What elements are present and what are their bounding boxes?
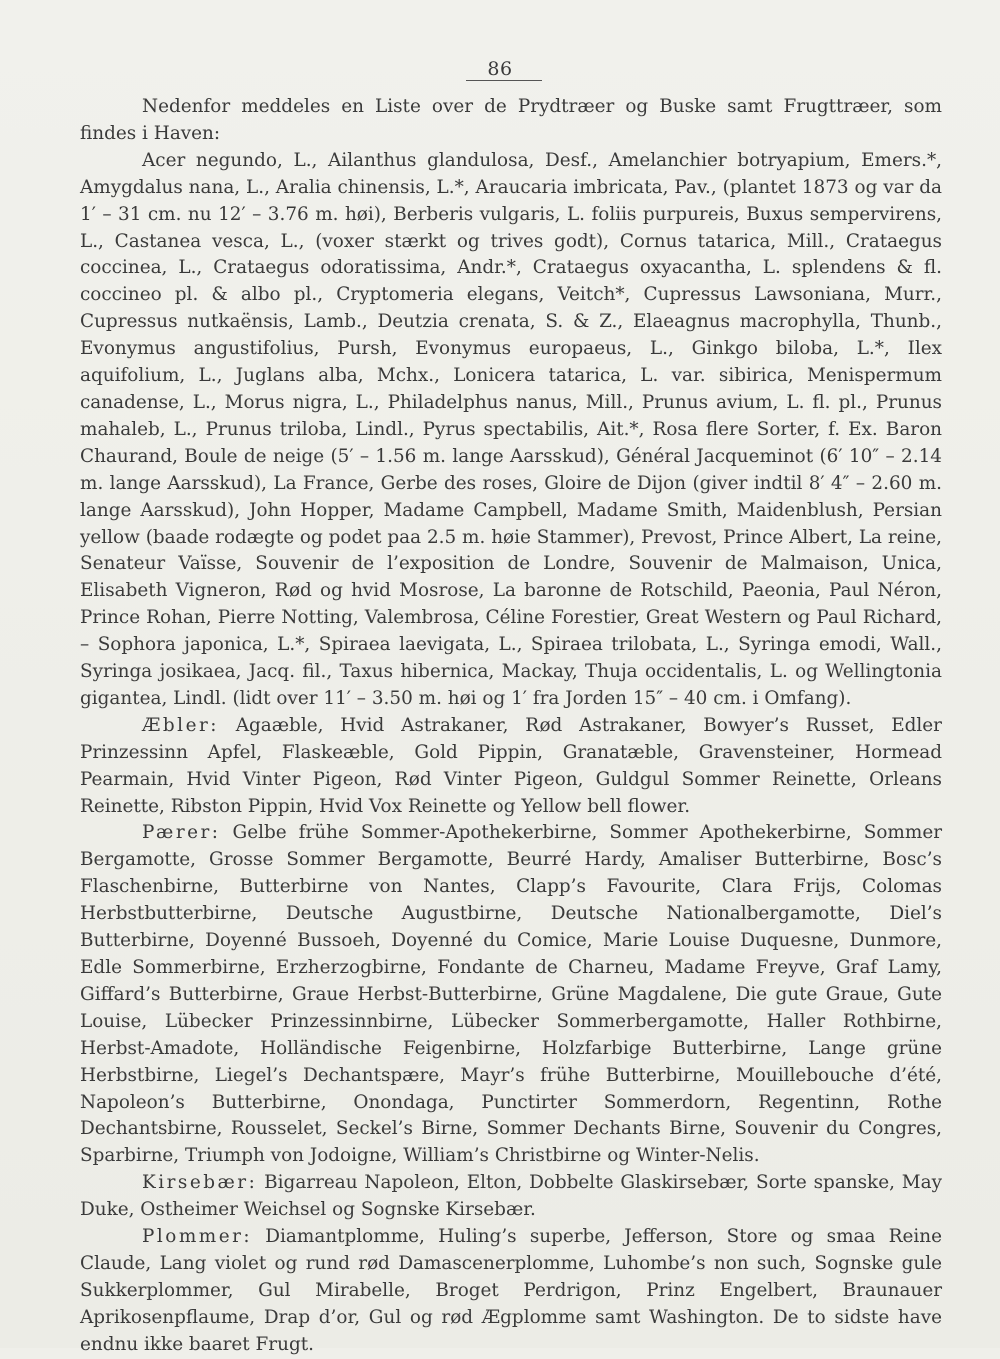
paragraph-text: Acer negundo, L., Ailanthus glandulosa, Desf., Amelanchier botryapium, Emers.*, Amygdalus nana, L., Aralia chinensis, L.*, Araucaria imbricata, Pav., (plantet 1873 og var da 1′ – 31 cm. nu 12′ – 3.76 m. høi), Berberis vulgaris, L. foliis purpureis, Buxus sempervirens, L., Castanea vesca, L., (voxer stærkt og trives godt), Cornus tatarica, Mill., Crataegus coccinea, L., Crataegus odoratissima, Andr.*, Crataegus oxyacantha, L. splendens & fl. coccineo pl. & albo pl., Cryptomeria elegans, Veitch*, Cupressus Lawsoniana, Murr., Cupressus nutkaënsis, Lamb., Deutzia crenata, S. & Z., Elaeagnus macrophylla, Thunb., Evonymus angustifolius, Pursh, Evonymus europaeus, L., Ginkgo biloba, L.*, Ilex aquifolium, L., Juglans alba, Mchx., Lonicera tatarica, L. var. sibirica, Menispermum canadense, L., Morus nigra, L., Philadelphus nanus, Mill., Prunus avium, L. fl. pl., Prunus mahaleb, L., Prunus triloba, Lindl., Pyrus spectabilis, Ait.*, Rosa flere Sorter, f. Ex. Baron Chaurand, Boule de neige (5′ – 1.56 m. lange Aarsskud), Général Jacqueminot (6′ 10″ – 2.14 m. lange Aarsskud), La France, Gerbe des roses, Gloire de Dijon (giver indtil 8′ 4″ – 2.60 m. lange Aarsskud), John Hopper, Madame Campbell, Madame Smith, Maidenblush, Persian yellow (baade rodægte og podet paa 2.5 m. høie Stammer), Prevost, Prince Albert, La reine, Senateur Vaïsse, Souvenir de l’exposition de Londre, Souvenir de Malmaison, Unica, Elisabeth Vigneron, Rød og hvid Mosrose, La baronne de Rotschild, Paeonia, Paul Néron, Prince Rohan, Pierre Notting, Valembrosa, Céline Forestier, Great Western og Paul Richard, – Sophora japonica, L.*, Spiraea laevigata, L., Spiraea trilobata, L., Syringa emodi, Wall., Syringa josikaea, Jacq. fil., Taxus hibernica, Mackay, Thuja occidentalis, L. og Wellingtonia gigantea, Lindl. (lidt over 11′ – 3.50 m. høi og 1′ fra Jorden 15″ – 40 cm. i Omfang). <box>80 149 942 709</box>
section-label-paerer: Pærer: <box>142 822 221 844</box>
paragraph-intro <box>80 94 942 148</box>
page-number: 86 <box>487 58 513 80</box>
paragraph-text: Nedenfor meddeles en Liste over de Prydtræer og Buske samt Frugttræer, som findes i Haven: <box>80 96 942 144</box>
paragraph-text: Bigarreau Napoleon, Elton, Dobbelte Glaskirsebær, Sorte spanske, May Duke, Ostheimer Weichsel og Sognske Kirsebær. <box>80 1172 942 1221</box>
header-rule <box>466 80 542 81</box>
paragraph-kirsebaer <box>80 1170 942 1224</box>
paragraph-paerer <box>80 820 942 1170</box>
paragraph-text: Agaæble, Hvid Astrakaner, Rød Astrakaner, Bowyer’s Russet, Edler Prinzessinn Apfel, Flaskeæble, Gold Pippin, Granatæble, Gravensteiner, Hormead Pearmain, Hvid Vinter Pigeon, Rød Vinter Pigeon, Guldgul Sommer Reinette, Orleans Reinette, Ribston Pippin, Hvid Vox Reinette og Yellow bell flower. <box>80 714 942 817</box>
paragraph-ornamental-trees <box>80 148 942 713</box>
section-label-plommer: Plommer: <box>142 1226 253 1248</box>
section-label-aebler: Æbler: <box>142 714 219 736</box>
paragraph-text: Diamantplomme, Huling’s superbe, Jefferson, Store og smaa Reine Claude, Lang violet og rund rød Damascenerplomme, Luhombe’s non such, Sognske gule Sukkerplommer, Gul Mirabelle, Broget Perdrigon, Prinz Engelbert, Braunauer Aprikosenpflaume, Drap d’or, Gul og rød Ægplomme samt Washington. De to sidste have endnu ikke baaret Frugt. <box>80 1226 942 1355</box>
paragraph-aebler <box>80 713 942 821</box>
page-body <box>80 94 942 1359</box>
section-label-kirsebaer: Kirsebær: <box>142 1172 258 1194</box>
paragraph-plommer <box>80 1224 942 1359</box>
paragraph-text: Gelbe frühe Sommer-Apothekerbirne, Sommer Apothekerbirne, Sommer Bergamotte, Grosse Sommer Bergamotte, Beurré Hardy, Amaliser Butterbirne, Bosc’s Flaschenbirne, Butterbirne von Nantes, Clapp’s Favourite, Clara Frijs, Colomas Herbstbutterbirne, Deutsche Augustbirne, Deutsche Nationalbergamotte, Diel’s Butterbirne, Doyenné Bussoeh, Doyenné du Comice, Marie Louise Duquesne, Dunmore, Edle Sommerbirne, Erzherzogbirne, Fondante de Charneu, Madame Freyve, Graf Lamy, Giffard’s Butterbirne, Graue Herbst-Butterbirne, Grüne Magdalene, Die gute Graue, Gute Louise, Lübecker Prinzessinnbirne, Lübecker Sommerbergamotte, Haller Rothbirne, Herbst-Amadote, Holländische Feigenbirne, Holzfarbige Butterbirne, Lange grüne Herbstbirne, Liegel’s Dechantspære, Mayr’s frühe Butterbirne, Mouillebouche d’été, Napoleon’s Butterbirne, Onondaga, Punctirter Sommerdorn, Regentinn, Rothe Dechantsbirne, Rousselet, Seckel’s Birne, Sommer Dechants Birne, Souvenir du Congres, Sparbirne, Triumph von Jodoigne, William’s Christbirne og Winter-Nelis. <box>80 822 942 1167</box>
